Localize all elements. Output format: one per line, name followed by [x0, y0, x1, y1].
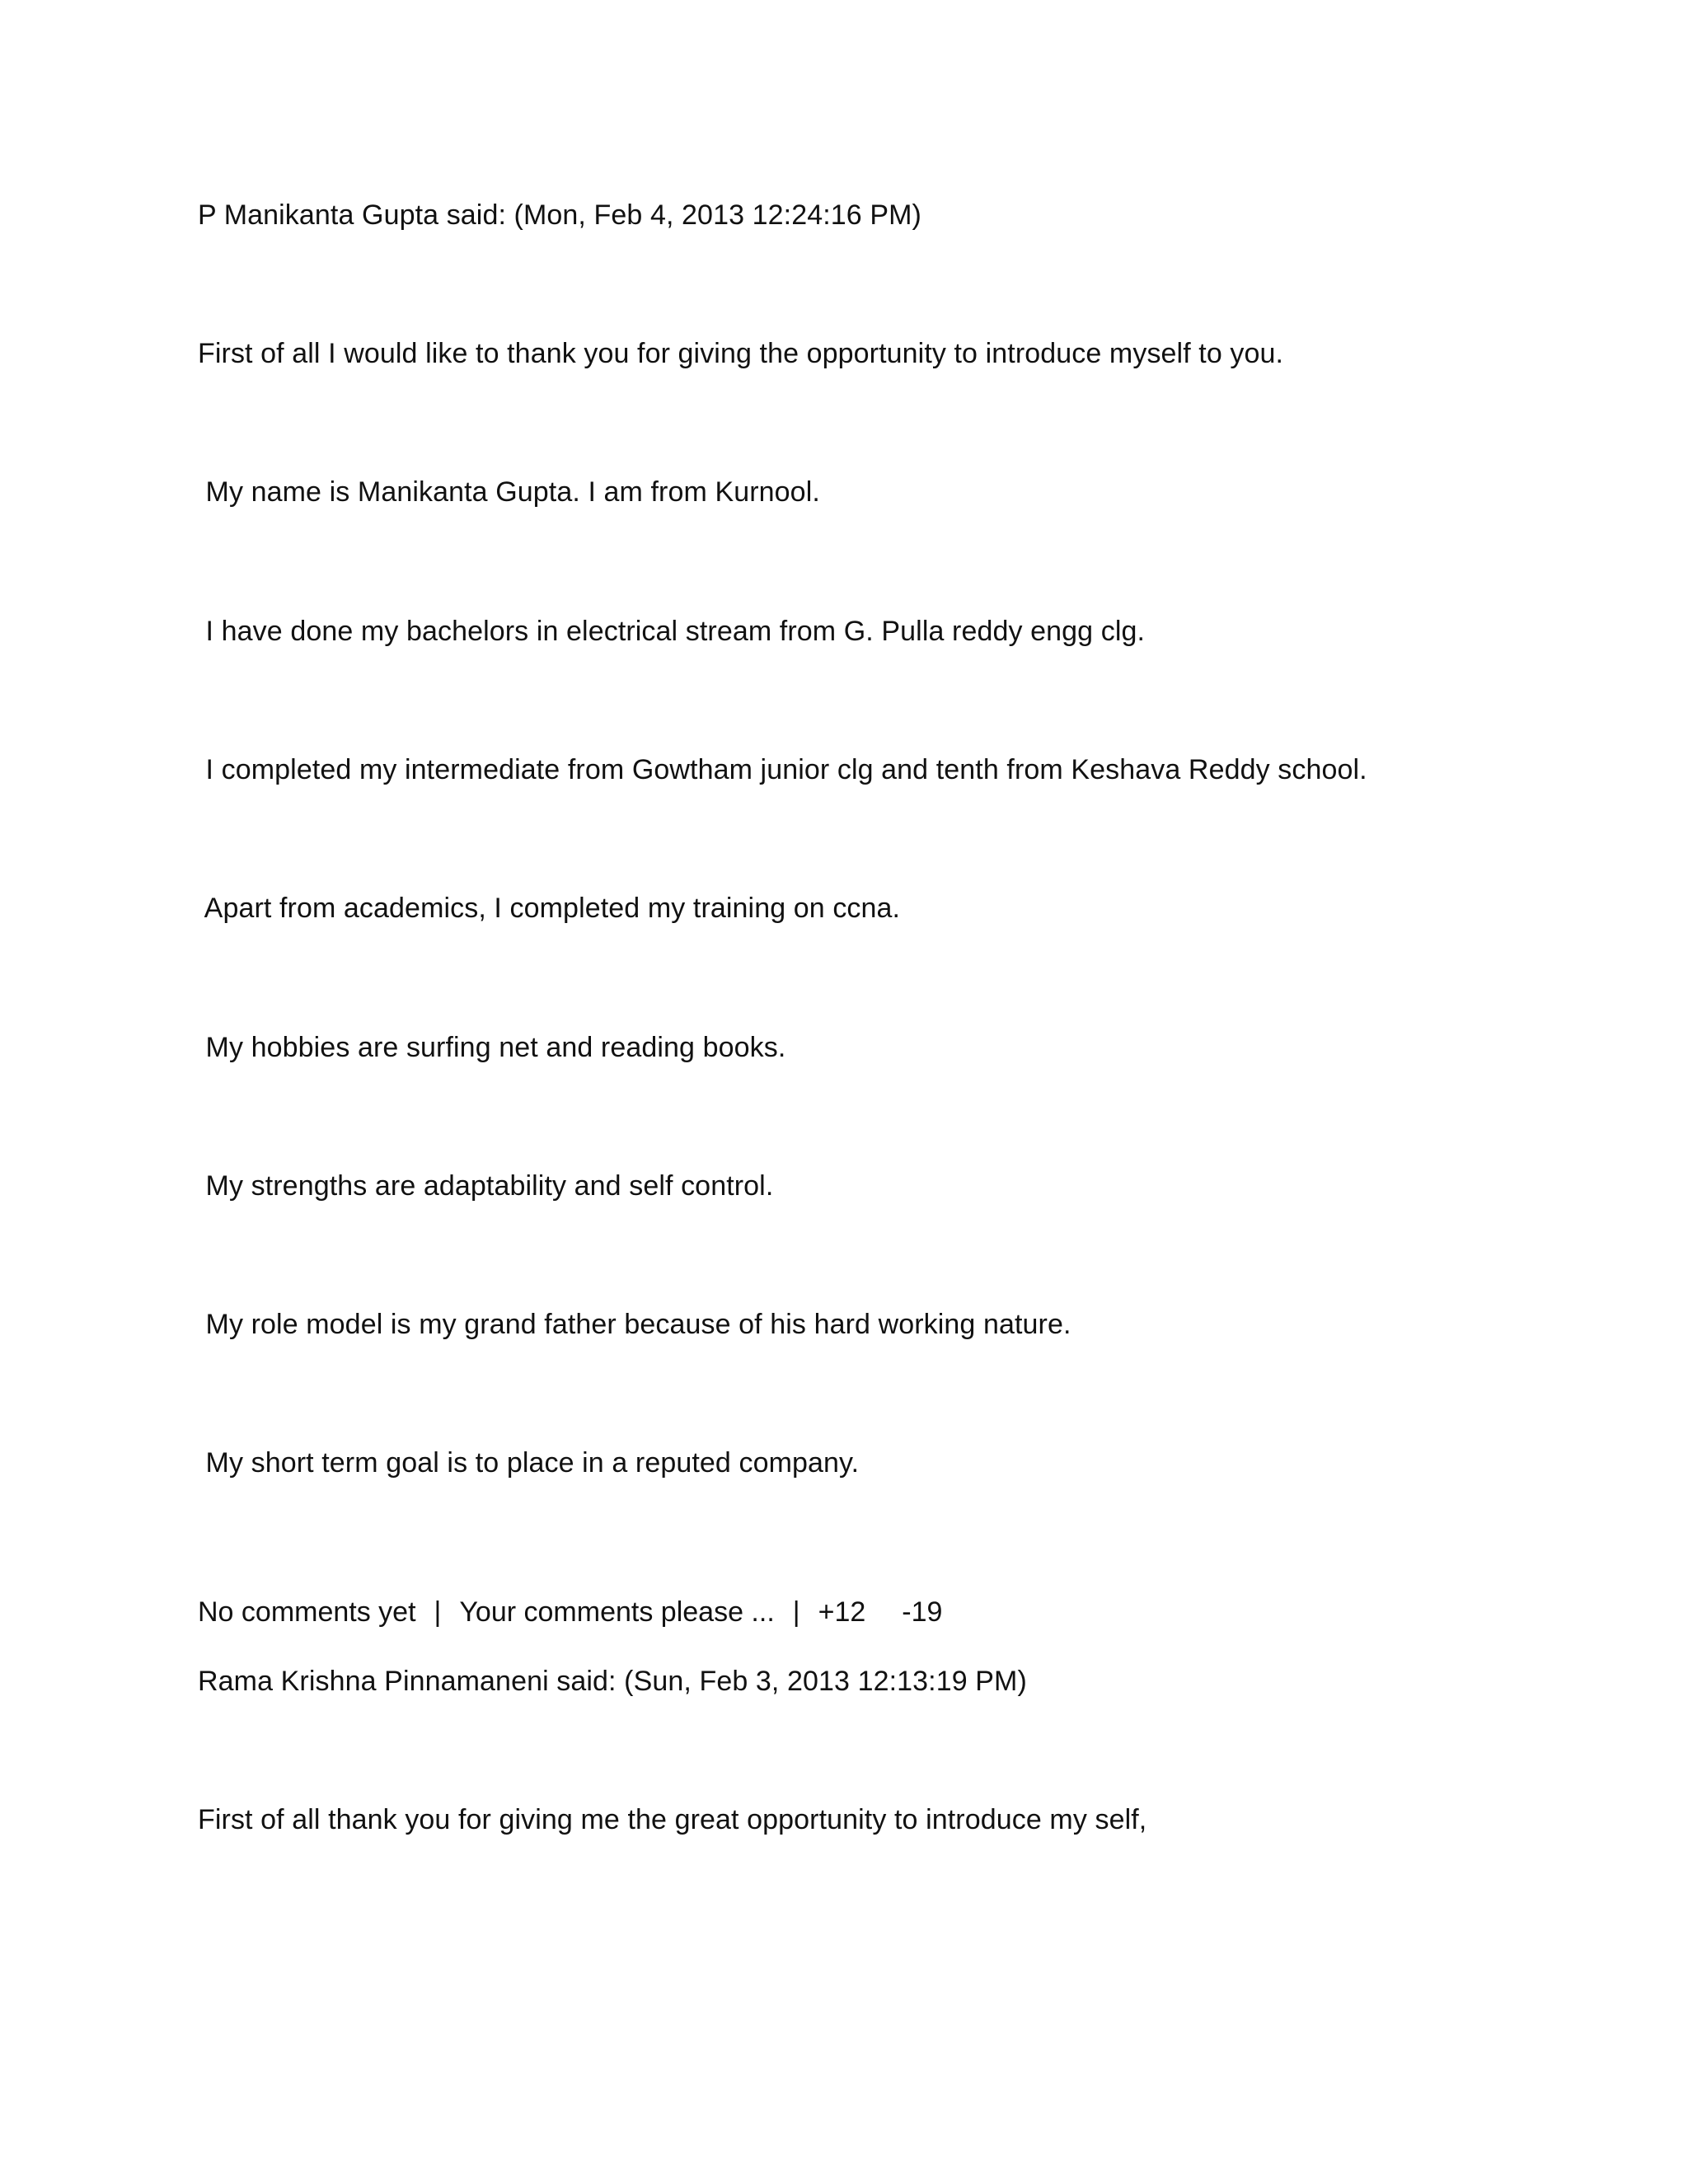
post-paragraph: My short term goal is to place in a reputed company.: [198, 1447, 860, 1479]
post-paragraph: Apart from academics, I completed my training on ccna.: [198, 893, 901, 924]
post-paragraph: My hobbies are surfing net and reading books.: [198, 1032, 786, 1063]
footer-separator: |: [434, 1596, 442, 1628]
downvote-button[interactable]: -19: [902, 1596, 943, 1628]
add-comment-link[interactable]: Your comments please ...: [459, 1596, 775, 1628]
post-paragraph: First of all I would like to thank you for giving the opportunity to introduce myself to you.: [198, 338, 1284, 369]
upvote-button[interactable]: +12: [818, 1596, 866, 1628]
comments-count-link[interactable]: No comments yet: [198, 1596, 416, 1628]
post-paragraph: My strengths are adaptability and self control.: [198, 1170, 774, 1202]
footer-separator: |: [792, 1596, 800, 1628]
post-paragraph: My name is Manikanta Gupta. I am from Kurnool.: [198, 476, 820, 508]
post-paragraph: I have done my bachelors in electrical stream from G. Pulla reddy engg clg.: [198, 616, 1146, 647]
post-paragraph: First of all thank you for giving me the great opportunity to introduce my self,: [198, 1804, 1147, 1835]
post-header: Rama Krishna Pinnamaneni said: (Sun, Feb 3, 2013 12:13:19 PM): [198, 1666, 1027, 1697]
post-paragraph: I completed my intermediate from Gowtham junior clg and tenth from Keshava Reddy school.: [198, 754, 1367, 785]
post-paragraph: My role model is my grand father because of his hard working nature.: [198, 1309, 1071, 1340]
post-footer: [198, 1595, 942, 1629]
post-header: P Manikanta Gupta said: (Mon, Feb 4, 2013 12:24:16 PM): [198, 199, 921, 231]
